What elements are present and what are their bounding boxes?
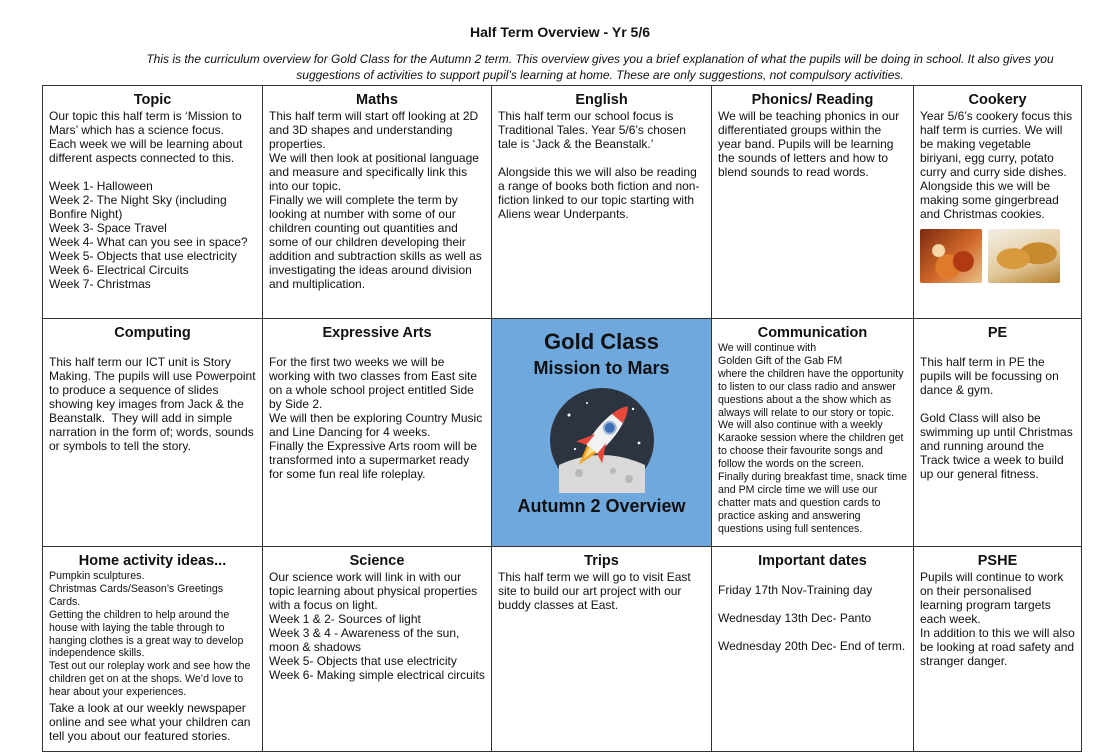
home-activity-cell <box>43 547 263 752</box>
class-name: Gold Class <box>544 329 659 354</box>
newspaper-note: Take a look at our weekly newspaper online and see what your children can tell you about our featured stories. <box>49 701 251 744</box>
english-body <box>498 109 705 221</box>
pshe-body <box>920 570 1079 668</box>
text-line: Finally during breakfast time, snack time and PM circle time we will use our chatter mats and question cards to practice asking and answering questions using full sentences. <box>718 471 910 535</box>
text-line: Week 6- Making simple electrical circuits <box>269 668 485 682</box>
text-line: Week 3 & 4 - Awareness of the sun, moon & shadows <box>269 626 463 654</box>
expressive-arts-heading: Expressive Arts <box>322 325 432 341</box>
text-line: Finally we will complete the term by looking at number with some of our children counting out quantities and some of our children developing their addition and subtraction skills as well as investigating the ideas around division and multiplication. <box>269 193 486 291</box>
topic-body <box>49 109 256 291</box>
phonics-heading: Phonics/ Reading <box>751 92 874 108</box>
center-panel <box>492 319 712 547</box>
text-line: Wednesday 20th Dec- End of term. <box>718 639 906 653</box>
cookery-photos <box>920 229 1075 283</box>
text-line: Week 1- Halloween <box>49 179 153 193</box>
text-line: Week 5- Objects that use electricity <box>49 249 237 263</box>
phonics-cell <box>712 86 914 319</box>
maths-heading: Maths <box>356 92 398 108</box>
text-line: Week 5- Objects that use electricity <box>269 654 457 668</box>
samosa-photo <box>988 229 1060 283</box>
pshe-heading: PSHE <box>977 553 1018 569</box>
term-overview-label: Autumn 2 Overview <box>517 496 686 516</box>
computing-body <box>49 355 259 453</box>
important-dates-cell <box>712 547 914 752</box>
text-line: This half term in PE the pupils will be focussing on dance & gym. <box>920 355 1063 397</box>
text-line: We will then be exploring Country Music and Line Dancing for 4 weeks. <box>269 411 486 439</box>
computing-heading: Computing <box>114 325 191 341</box>
expressive-arts-body <box>269 355 485 481</box>
rocket-icon <box>549 387 655 493</box>
cookery-cell <box>914 86 1082 319</box>
text-line: Test out our roleplay work and see how the children get on at the shops. We’d love to hear about your experiences. <box>49 660 254 699</box>
text-line: Finally the Expressive Arts room will be transformed into a supermarket ready for some fun real life roleplay. <box>269 439 481 481</box>
text-line: We will continue with <box>718 342 817 354</box>
cookery-heading: Cookery <box>968 92 1027 108</box>
important-dates-body <box>718 583 907 653</box>
mission-subtitle: Mission to Mars <box>533 358 670 378</box>
text-line: Our science work will link in with our topic learning about physical properties with a focus on light. <box>269 570 481 612</box>
topic-cell <box>43 86 263 319</box>
english-cell <box>492 86 712 319</box>
text-line: Week 7- Christmas <box>49 277 151 291</box>
maths-cell <box>263 86 492 319</box>
communication-body <box>718 342 910 536</box>
text-line: Gold Class will also be swimming up until Christmas and running around the Track twice a week to build up our general fitness. <box>920 411 1077 481</box>
pshe-cell <box>914 547 1082 752</box>
text-line: Wednesday 13th Dec- Panto <box>718 611 872 625</box>
maths-body <box>269 109 485 291</box>
text-line: Our topic this half term is ‘Mission to Mars’ which has a science focus. <box>49 109 246 137</box>
text-line: Year 5/6’s cookery focus this half term is curries. We will be making vegetable biriyani, egg curry, potato curry and curry side dishes. Alongside this we will be making some gingerbread and Christmas cookies. <box>920 109 1076 221</box>
page-title: Half Term Overview - Yr 5/6 <box>469 24 650 40</box>
text-line: Getting the children to help around the house with laying the table through to hanging clothes is a great way to develop independence skills. <box>49 608 247 660</box>
expressive-arts-cell <box>263 319 492 547</box>
text-line: This half term our ICT unit is Story Making. The pupils will use Powerpoint to produce a sequence of slides showing key images from Jack & the Beanstalk. They will add in simple narration in the form of; words, sounds or symbols to tell the story. <box>49 355 259 453</box>
science-heading: Science <box>349 553 405 569</box>
computing-cell <box>43 319 263 547</box>
text-line: where the children have the opportunity to listen to our class radio and answer questions about a the show which as always will relate to our story or topic. <box>718 367 907 419</box>
important-dates-heading: Important dates <box>758 553 867 569</box>
trips-heading: Trips <box>584 553 619 569</box>
text-line: Each week we will be learning about different aspects connected to this. <box>49 137 246 165</box>
text-line: Alongside this we will also be reading a range of books both fiction and non-fiction linked to our topic starting with Aliens wear Underpants. <box>498 165 701 221</box>
text-line <box>49 165 256 179</box>
text-line: We will be teaching phonics in our differentiated groups within the year band. Pupils will be learning the sounds of letters and how to blend sounds to read words. <box>718 109 903 179</box>
text-line <box>920 397 1075 411</box>
english-heading: English <box>575 92 628 108</box>
pe-body <box>920 355 1075 481</box>
text-line: Golden Gift of the Gab FM <box>718 354 843 367</box>
pe-heading: PE <box>987 325 1008 341</box>
trips-body <box>498 570 705 612</box>
home-activity-heading: Home activity ideas... <box>78 553 227 569</box>
text-line: Week 6- Electrical Circuits <box>49 263 189 277</box>
text-line: Pumpkin sculptures. <box>49 570 145 582</box>
text-line: We will also continue with a weekly Karaoke session where the children get to choose their favourite songs and follow the words on the screen. <box>718 419 907 471</box>
text-line: This half term will start off looking at 2D and 3D shapes and understanding properties. <box>269 109 482 151</box>
text-line: Pupils will continue to work on their personalised learning program targets each week. <box>920 570 1067 626</box>
cookery-body <box>920 109 1075 221</box>
phonics-body <box>718 109 907 179</box>
text-line: In addition to this we will also be looking at road safety and stranger danger. <box>920 626 1079 668</box>
pe-cell <box>914 319 1082 547</box>
overview-grid <box>42 85 1082 752</box>
text-line: Week 3- Space Travel <box>49 221 167 235</box>
text-line: Week 2- The Night Sky (including Bonfire Night) <box>49 193 230 221</box>
text-line: Week 1 & 2- Sources of light <box>269 612 421 626</box>
text-line: Christmas Cards/Season’s Greetings Cards. <box>49 582 227 608</box>
text-line: This half term we will go to visit East site to build our art project with our buddy classes at East. <box>498 570 695 612</box>
text-line: For the first two weeks we will be working with two classes from East site on a whole school project entitled Side by Side 2. <box>269 355 481 411</box>
home-activity-body <box>49 570 256 699</box>
page-intro: This is the curriculum overview for Gold Class for the Autumn 2 term. This overview gives you a brief explanation of what the pupils will be doing in school. It also gives you suggestions of activities to support pupil’s learning at home. These are only suggestions, not compulsory activities. <box>146 52 1054 82</box>
text-line <box>498 151 705 165</box>
text-line: This half term our school focus is Traditional Tales. Year 5/6’s chosen tale is ‘Jack & the Beanstalk.’ <box>498 109 690 151</box>
science-body <box>269 570 485 682</box>
text-line: Week 4- What can you see in space? <box>49 235 248 249</box>
communication-heading: Communication <box>757 325 868 341</box>
communication-cell <box>712 319 914 547</box>
text-line: We will then look at positional language and measure and specifically link this into our topic. <box>269 151 483 193</box>
science-cell <box>263 547 492 752</box>
topic-heading: Topic <box>133 92 172 108</box>
curry-photo <box>920 229 982 283</box>
trips-cell <box>492 547 712 752</box>
text-line: Friday 17th Nov-Training day <box>718 583 873 597</box>
